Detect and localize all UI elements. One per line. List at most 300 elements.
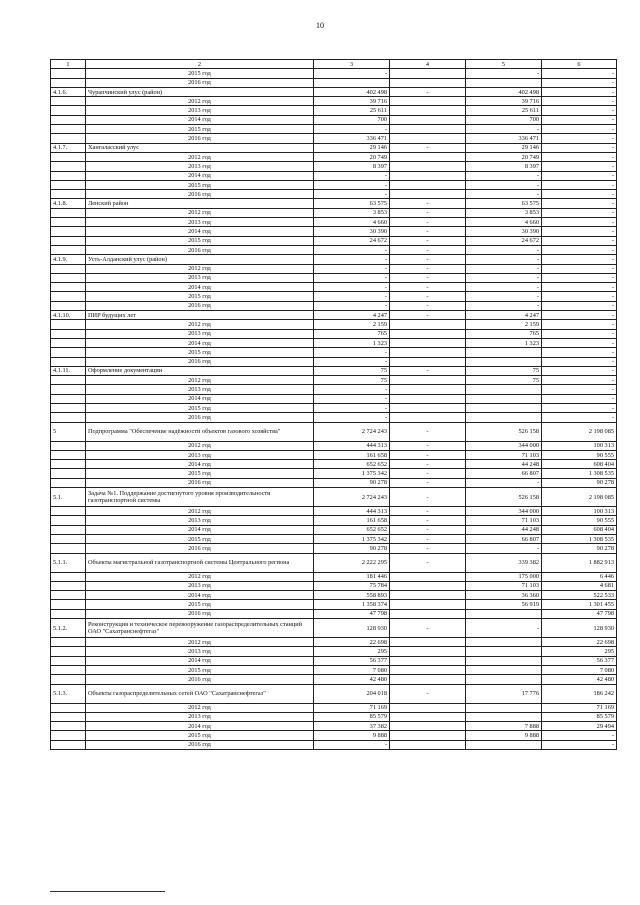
year-row <box>51 478 617 487</box>
section-row <box>51 553 617 572</box>
total-cell: 90 278 <box>314 544 390 553</box>
other-sources-cell: 2 198 085 <box>542 488 617 507</box>
item-number-cell <box>51 516 86 525</box>
year-label-cell: 2012 год <box>86 638 314 647</box>
total-cell: 652 652 <box>314 460 390 469</box>
federal-budget-cell: - <box>390 208 466 217</box>
year-row <box>51 469 617 478</box>
total-cell: 336 471 <box>314 134 390 143</box>
other-sources-cell: - <box>542 292 617 301</box>
total-cell: 8 397 <box>314 162 390 171</box>
total-cell: 652 652 <box>314 525 390 534</box>
item-number-cell: 4.1.8. <box>51 199 86 208</box>
item-number-cell <box>51 450 86 459</box>
year-row <box>51 69 617 78</box>
total-cell: 765 <box>314 329 390 338</box>
item-number-cell <box>51 245 86 254</box>
item-number-cell <box>51 638 86 647</box>
item-number-cell: 4.1.11. <box>51 366 86 375</box>
other-sources-cell: 56 377 <box>542 656 617 665</box>
year-label-cell: 2012 год <box>86 441 314 450</box>
year-row <box>51 301 617 310</box>
federal-budget-cell <box>390 665 466 674</box>
item-name-cell: Объекты газораспределительных сетей ОАО "Сахатранснефтегаз" <box>86 684 314 703</box>
year-row <box>51 656 617 665</box>
republic-budget-cell: 24 672 <box>466 236 542 245</box>
year-row <box>51 329 617 338</box>
total-cell: 71 169 <box>314 703 390 712</box>
total-cell: 75 784 <box>314 581 390 590</box>
year-label-cell: 2015 год <box>86 125 314 134</box>
item-number-cell <box>51 665 86 674</box>
republic-budget-cell: 66 807 <box>466 534 542 543</box>
item-number-cell <box>51 338 86 347</box>
section-row <box>51 143 617 152</box>
item-number-cell <box>51 544 86 553</box>
republic-budget-cell <box>466 665 542 674</box>
item-name-cell: Подпрограмма "Обеспечение надёжности объектов газового хозяйства" <box>86 422 314 441</box>
year-label-cell: 2013 год <box>86 162 314 171</box>
total-cell: 56 377 <box>314 656 390 665</box>
federal-budget-cell <box>390 572 466 581</box>
federal-budget-cell: - <box>390 301 466 310</box>
other-sources-cell: 1 882 913 <box>542 553 617 572</box>
year-label-cell: 2015 год <box>86 348 314 357</box>
year-row <box>51 218 617 227</box>
other-sources-cell: - <box>542 218 617 227</box>
republic-budget-cell: - <box>466 301 542 310</box>
other-sources-cell: 2 198 085 <box>542 422 617 441</box>
section-row <box>51 199 617 208</box>
federal-budget-cell <box>390 675 466 684</box>
federal-budget-cell <box>390 115 466 124</box>
federal-budget-cell <box>390 413 466 422</box>
item-number-cell <box>51 97 86 106</box>
year-label-cell: 2016 год <box>86 478 314 487</box>
federal-budget-cell: - <box>390 87 466 96</box>
year-row <box>51 97 617 106</box>
other-sources-cell: - <box>542 264 617 273</box>
other-sources-cell: - <box>542 227 617 236</box>
total-cell: 9 888 <box>314 731 390 740</box>
republic-budget-cell: 4 660 <box>466 218 542 227</box>
republic-budget-cell <box>466 403 542 412</box>
year-label-cell: 2013 год <box>86 273 314 282</box>
other-sources-cell: 7 080 <box>542 665 617 674</box>
item-number-cell <box>51 273 86 282</box>
republic-budget-cell: 39 716 <box>466 97 542 106</box>
republic-budget-cell: 44 248 <box>466 460 542 469</box>
item-number-cell: 4.1.7. <box>51 143 86 152</box>
section-row <box>51 87 617 96</box>
item-number-cell <box>51 115 86 124</box>
year-label-cell: 2012 год <box>86 152 314 161</box>
year-row <box>51 348 617 357</box>
year-row <box>51 460 617 469</box>
republic-budget-cell <box>466 413 542 422</box>
other-sources-cell: 90 278 <box>542 544 617 553</box>
item-number-cell <box>51 320 86 329</box>
federal-budget-cell <box>390 338 466 347</box>
republic-budget-cell: 344 000 <box>466 507 542 516</box>
year-label-cell: 2016 год <box>86 609 314 618</box>
year-label-cell: 2015 год <box>86 180 314 189</box>
federal-budget-cell <box>390 97 466 106</box>
year-label-cell: 2016 год <box>86 675 314 684</box>
other-sources-cell: 47 798 <box>542 609 617 618</box>
total-cell: 295 <box>314 647 390 656</box>
federal-budget-cell: - <box>390 273 466 282</box>
section-row <box>51 619 617 638</box>
item-number-cell <box>51 357 86 366</box>
republic-budget-cell <box>466 78 542 87</box>
table-body <box>51 69 617 750</box>
year-label-cell: 2016 год <box>86 78 314 87</box>
republic-budget-cell <box>466 609 542 618</box>
total-cell: - <box>314 740 390 749</box>
item-number-cell <box>51 190 86 199</box>
total-cell: 1 375 342 <box>314 469 390 478</box>
federal-budget-cell <box>390 348 466 357</box>
federal-budget-cell <box>390 656 466 665</box>
federal-budget-cell: - <box>390 684 466 703</box>
year-row <box>51 740 617 749</box>
year-label-cell: 2016 год <box>86 544 314 553</box>
item-number-cell <box>51 218 86 227</box>
total-cell: 161 658 <box>314 516 390 525</box>
item-number-cell <box>51 403 86 412</box>
item-number-cell <box>51 675 86 684</box>
header-cell: 4 <box>390 60 466 69</box>
total-cell: 4 247 <box>314 311 390 320</box>
year-label-cell: 2014 год <box>86 338 314 347</box>
item-number-cell <box>51 134 86 143</box>
total-cell: - <box>314 357 390 366</box>
year-label-cell: 2014 год <box>86 460 314 469</box>
total-cell: - <box>314 394 390 403</box>
year-label-cell: 2013 год <box>86 329 314 338</box>
year-label-cell: 2016 год <box>86 245 314 254</box>
other-sources-cell: - <box>542 376 617 385</box>
other-sources-cell: - <box>542 385 617 394</box>
item-number-cell <box>51 591 86 600</box>
item-number-cell <box>51 162 86 171</box>
item-number-cell <box>51 208 86 217</box>
header-cell: 3 <box>314 60 390 69</box>
year-label-cell: 2012 год <box>86 703 314 712</box>
republic-budget-cell: 336 471 <box>466 134 542 143</box>
federal-budget-cell: - <box>390 422 466 441</box>
other-sources-cell: - <box>542 236 617 245</box>
total-cell: 47 798 <box>314 609 390 618</box>
year-label-cell: 2015 год <box>86 600 314 609</box>
year-label-cell: 2016 год <box>86 357 314 366</box>
section-row <box>51 488 617 507</box>
other-sources-cell: 85 579 <box>542 712 617 721</box>
republic-budget-cell: 526 158 <box>466 422 542 441</box>
republic-budget-cell: 75 <box>466 366 542 375</box>
total-cell: - <box>314 180 390 189</box>
total-cell: 42 480 <box>314 675 390 684</box>
republic-budget-cell: 3 853 <box>466 208 542 217</box>
year-row <box>51 134 617 143</box>
republic-budget-cell: - <box>466 619 542 638</box>
republic-budget-cell: 63 575 <box>466 199 542 208</box>
federal-budget-cell <box>390 703 466 712</box>
item-number-cell <box>51 722 86 731</box>
republic-budget-cell: - <box>466 180 542 189</box>
item-number-cell <box>51 703 86 712</box>
total-cell: 1 323 <box>314 338 390 347</box>
federal-budget-cell: - <box>390 441 466 450</box>
total-cell: 2 724 243 <box>314 488 390 507</box>
total-cell: 37 382 <box>314 722 390 731</box>
year-row <box>51 413 617 422</box>
other-sources-cell: - <box>542 245 617 254</box>
item-name-cell: Ленский район <box>86 199 314 208</box>
footnote-divider <box>50 891 165 892</box>
other-sources-cell: - <box>542 329 617 338</box>
total-cell: 7 080 <box>314 665 390 674</box>
year-row <box>51 273 617 282</box>
year-label-cell: 2012 год <box>86 507 314 516</box>
year-row <box>51 665 617 674</box>
year-label-cell: 2015 год <box>86 236 314 245</box>
total-cell: 2 724 243 <box>314 422 390 441</box>
item-number-cell <box>51 731 86 740</box>
item-number-cell <box>51 329 86 338</box>
total-cell: 1 375 342 <box>314 534 390 543</box>
item-name-cell: Задача №1. Поддержание достигнутого уровня производительности газотранспортной системы <box>86 488 314 507</box>
year-row <box>51 544 617 553</box>
total-cell: 85 579 <box>314 712 390 721</box>
total-cell: - <box>314 190 390 199</box>
federal-budget-cell: - <box>390 292 466 301</box>
total-cell: 20 749 <box>314 152 390 161</box>
item-name-cell: Хангаласский улус <box>86 143 314 152</box>
total-cell: - <box>314 385 390 394</box>
header-row <box>51 60 617 69</box>
item-number-cell <box>51 385 86 394</box>
federal-budget-cell <box>390 712 466 721</box>
total-cell: - <box>314 171 390 180</box>
other-sources-cell: - <box>542 199 617 208</box>
section-row <box>51 255 617 264</box>
year-label-cell: 2013 год <box>86 106 314 115</box>
total-cell: 63 575 <box>314 199 390 208</box>
other-sources-cell: - <box>542 348 617 357</box>
year-row <box>51 338 617 347</box>
republic-budget-cell: 344 000 <box>466 441 542 450</box>
republic-budget-cell: 765 <box>466 329 542 338</box>
item-number-cell <box>51 712 86 721</box>
other-sources-cell: - <box>542 255 617 264</box>
year-row <box>51 731 617 740</box>
item-number-cell <box>51 125 86 134</box>
other-sources-cell: - <box>542 413 617 422</box>
item-number-cell: 5.1.1. <box>51 553 86 572</box>
year-row <box>51 245 617 254</box>
item-number-cell <box>51 507 86 516</box>
other-sources-cell: 90 278 <box>542 478 617 487</box>
federal-budget-cell: - <box>390 366 466 375</box>
other-sources-cell: 295 <box>542 647 617 656</box>
other-sources-cell: 71 169 <box>542 703 617 712</box>
total-cell: 1 358 374 <box>314 600 390 609</box>
total-cell: 558 893 <box>314 591 390 600</box>
total-cell: 2 159 <box>314 320 390 329</box>
item-number-cell <box>51 656 86 665</box>
year-row <box>51 376 617 385</box>
federal-budget-cell <box>390 403 466 412</box>
year-label-cell: 2013 год <box>86 647 314 656</box>
federal-budget-cell <box>390 357 466 366</box>
other-sources-cell: 29 494 <box>542 722 617 731</box>
federal-budget-cell <box>390 320 466 329</box>
other-sources-cell: - <box>542 366 617 375</box>
republic-budget-cell: - <box>466 190 542 199</box>
republic-budget-cell <box>466 385 542 394</box>
federal-budget-cell <box>390 329 466 338</box>
other-sources-cell: - <box>542 78 617 87</box>
total-cell: 22 698 <box>314 638 390 647</box>
federal-budget-cell <box>390 69 466 78</box>
other-sources-cell: - <box>542 106 617 115</box>
item-number-cell <box>51 581 86 590</box>
item-number-cell <box>51 283 86 292</box>
other-sources-cell: - <box>542 134 617 143</box>
total-cell: 75 <box>314 376 390 385</box>
year-label-cell: 2015 год <box>86 292 314 301</box>
total-cell: 204 018 <box>314 684 390 703</box>
item-number-cell <box>51 394 86 403</box>
federal-budget-cell <box>390 78 466 87</box>
item-number-cell <box>51 460 86 469</box>
republic-budget-cell: - <box>466 264 542 273</box>
item-number-cell: 5.1.2. <box>51 619 86 638</box>
year-label-cell: 2016 год <box>86 190 314 199</box>
item-name-cell: Чурапчинский улус (район) <box>86 87 314 96</box>
republic-budget-cell: - <box>466 273 542 282</box>
republic-budget-cell: 56 919 <box>466 600 542 609</box>
total-cell: 181 446 <box>314 572 390 581</box>
item-number-cell <box>51 534 86 543</box>
federal-budget-cell: - <box>390 255 466 264</box>
year-row <box>51 190 617 199</box>
total-cell: - <box>314 245 390 254</box>
other-sources-cell: - <box>542 143 617 152</box>
total-cell: - <box>314 403 390 412</box>
item-name-cell: Реконструкция и техническое перевооружение газораспределительных станций ОАО "Сахатранснефтегаз" <box>86 619 314 638</box>
total-cell: - <box>314 348 390 357</box>
other-sources-cell: - <box>542 208 617 217</box>
federal-budget-cell: - <box>390 516 466 525</box>
republic-budget-cell: - <box>466 245 542 254</box>
republic-budget-cell: 25 611 <box>466 106 542 115</box>
other-sources-cell: - <box>542 115 617 124</box>
federal-budget-cell: - <box>390 227 466 236</box>
total-cell: - <box>314 301 390 310</box>
year-label-cell: 2012 год <box>86 264 314 273</box>
item-number-cell <box>51 236 86 245</box>
year-row <box>51 581 617 590</box>
year-label-cell: 2015 год <box>86 403 314 412</box>
year-row <box>51 712 617 721</box>
federal-budget-cell <box>390 722 466 731</box>
federal-budget-cell <box>390 171 466 180</box>
year-row <box>51 403 617 412</box>
total-cell: - <box>314 69 390 78</box>
year-label-cell: 2016 год <box>86 134 314 143</box>
total-cell: 39 716 <box>314 97 390 106</box>
federal-budget-cell <box>390 180 466 189</box>
republic-budget-cell: 402 498 <box>466 87 542 96</box>
republic-budget-cell: 526 158 <box>466 488 542 507</box>
other-sources-cell: - <box>542 320 617 329</box>
federal-budget-cell <box>390 394 466 403</box>
total-cell <box>314 78 390 87</box>
total-cell: 402 498 <box>314 87 390 96</box>
federal-budget-cell <box>390 591 466 600</box>
item-number-cell <box>51 525 86 534</box>
other-sources-cell: - <box>542 97 617 106</box>
federal-budget-cell <box>390 581 466 590</box>
federal-budget-cell: - <box>390 488 466 507</box>
federal-budget-cell: - <box>390 507 466 516</box>
year-label-cell: 2014 год <box>86 227 314 236</box>
federal-budget-cell <box>390 162 466 171</box>
republic-budget-cell: 36 360 <box>466 591 542 600</box>
item-name-cell: ПИР будущих лет <box>86 311 314 320</box>
republic-budget-cell: 4 247 <box>466 311 542 320</box>
year-row <box>51 180 617 189</box>
year-row <box>51 722 617 731</box>
year-label-cell: 2015 год <box>86 469 314 478</box>
year-label-cell: 2016 год <box>86 740 314 749</box>
other-sources-cell: 42 480 <box>542 675 617 684</box>
year-label-cell: 2014 год <box>86 283 314 292</box>
other-sources-cell: 1 301 455 <box>542 600 617 609</box>
year-label-cell: 2014 год <box>86 525 314 534</box>
federal-budget-cell <box>390 600 466 609</box>
year-row <box>51 292 617 301</box>
republic-budget-cell <box>466 675 542 684</box>
republic-budget-cell <box>466 740 542 749</box>
federal-budget-cell <box>390 647 466 656</box>
year-label-cell: 2012 год <box>86 320 314 329</box>
item-number-cell <box>51 264 86 273</box>
federal-budget-cell <box>390 731 466 740</box>
federal-budget-cell: - <box>390 283 466 292</box>
federal-budget-cell: - <box>390 553 466 572</box>
item-number-cell <box>51 609 86 618</box>
federal-budget-cell: - <box>390 245 466 254</box>
year-row <box>51 675 617 684</box>
other-sources-cell: - <box>542 171 617 180</box>
republic-budget-cell: 66 807 <box>466 469 542 478</box>
item-number-cell <box>51 572 86 581</box>
year-label-cell: 2013 год <box>86 218 314 227</box>
item-number-cell <box>51 227 86 236</box>
year-row <box>51 450 617 459</box>
section-row <box>51 684 617 703</box>
other-sources-cell: - <box>542 301 617 310</box>
year-row <box>51 236 617 245</box>
federal-budget-cell <box>390 190 466 199</box>
section-row <box>51 422 617 441</box>
other-sources-cell: - <box>542 403 617 412</box>
other-sources-cell: 22 698 <box>542 638 617 647</box>
